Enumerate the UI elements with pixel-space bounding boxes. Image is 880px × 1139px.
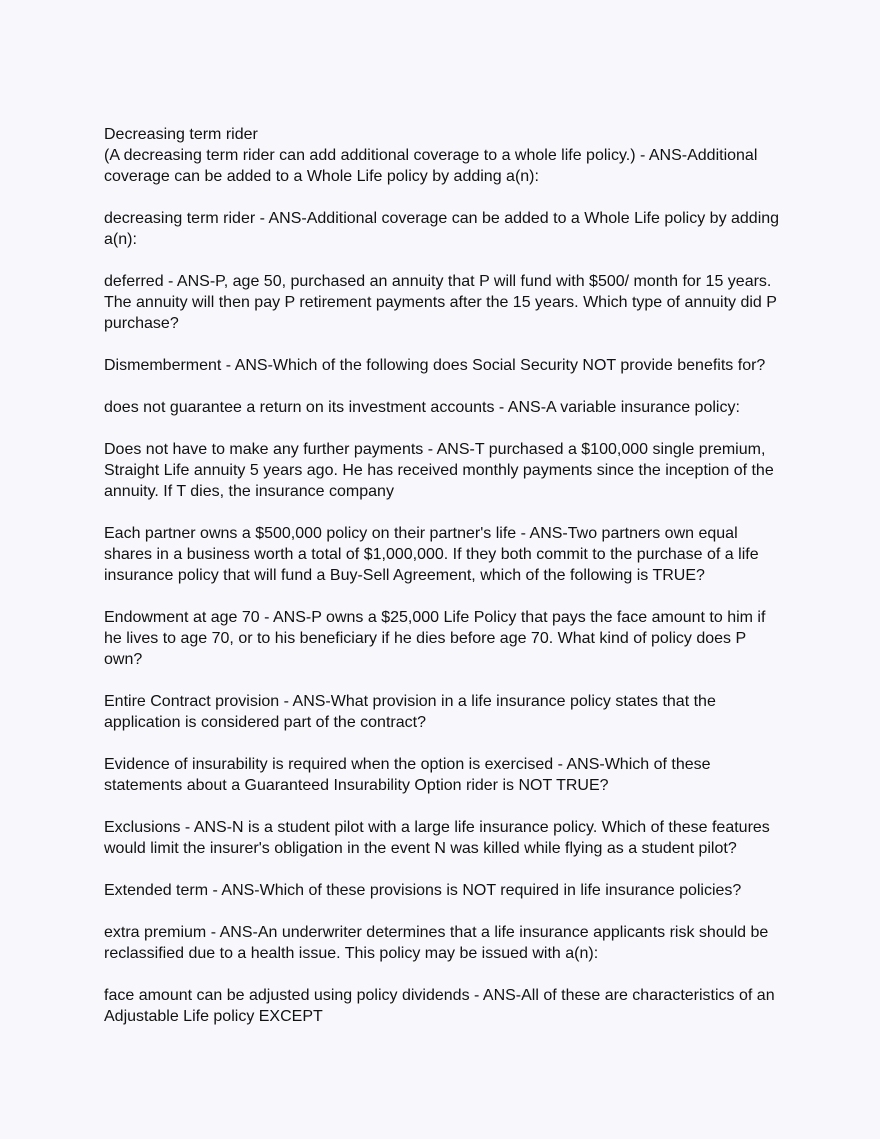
- entry-text-line: reclassified due to a health issue. This policy may be issued with a(n):: [104, 945, 599, 962]
- entry-text-line: Extended term - ANS-Which of these provisions is NOT required in life insurance policies?: [104, 882, 742, 899]
- qa-entry: [104, 922, 784, 964]
- entry-text-line: Does not have to make any further payments - ANS-T purchased a $100,000 single premium,: [104, 441, 766, 458]
- entry-text-line: Straight Life annuity 5 years ago. He has received monthly payments since the inception of the: [104, 462, 774, 479]
- entry-text-line: The annuity will then pay P retirement payments after the 15 years. Which type of annuity did P: [104, 294, 777, 311]
- qa-entry: [104, 124, 784, 187]
- entry-text-line: deferred - ANS-P, age 50, purchased an annuity that P will fund with $500/ month for 15 years.: [104, 273, 772, 290]
- entry-text-line: face amount can be adjusted using policy dividends - ANS-All of these are characteristics of an: [104, 987, 775, 1004]
- entry-text-line: Each partner owns a $500,000 policy on their partner's life - ANS-Two partners own equal: [104, 525, 738, 542]
- qa-entry: [104, 523, 784, 586]
- entry-text-line: application is considered part of the contract?: [104, 714, 426, 731]
- entry-text-line: does not guarantee a return on its investment accounts - ANS-A variable insurance policy:: [104, 399, 740, 416]
- entry-text-line: annuity. If T dies, the insurance company: [104, 483, 394, 500]
- qa-entry: [104, 439, 784, 502]
- qa-entry: [104, 397, 784, 418]
- entry-text-line: purchase?: [104, 315, 179, 332]
- qa-entry: [104, 355, 784, 376]
- qa-entry: [104, 754, 784, 796]
- entry-text-line: Evidence of insurability is required when the option is exercised - ANS-Which of these: [104, 756, 711, 773]
- entry-text-line: he lives to age 70, or to his beneficiary if he dies before age 70. What kind of policy does P: [104, 630, 747, 647]
- entry-text-line: a(n):: [104, 231, 137, 248]
- entry-text-line: decreasing term rider - ANS-Additional coverage can be added to a Whole Life policy by adding: [104, 210, 780, 227]
- entry-text-line: extra premium - ANS-An underwriter determines that a life insurance applicants risk should be: [104, 924, 769, 941]
- qa-entry: [104, 691, 784, 733]
- qa-entry: [104, 208, 784, 250]
- qa-entry: [104, 817, 784, 859]
- entry-text-line: Endowment at age 70 - ANS-P owns a $25,000 Life Policy that pays the face amount to him if: [104, 609, 766, 626]
- entry-text-line: shares in a business worth a total of $1,000,000. If they both commit to the purchase of a life: [104, 546, 759, 563]
- entry-text-line: (A decreasing term rider can add additional coverage to a whole life policy.) - ANS-Additional: [104, 147, 758, 164]
- entry-text-line: statements about a Guaranteed Insurability Option rider is NOT TRUE?: [104, 777, 609, 794]
- entry-text-line: Adjustable Life policy EXCEPT: [104, 1008, 323, 1025]
- entry-text-line: coverage can be added to a Whole Life policy by adding a(n):: [104, 168, 539, 185]
- entry-text-line: Exclusions - ANS-N is a student pilot with a large life insurance policy. Which of these features: [104, 819, 770, 836]
- entry-text-line: would limit the insurer's obligation in the event N was killed while flying as a student pilot?: [104, 840, 737, 857]
- document-body: [104, 124, 784, 1048]
- qa-entry: [104, 985, 784, 1027]
- qa-entry: [104, 271, 784, 334]
- qa-entry: [104, 607, 784, 670]
- entry-text-line: Dismemberment - ANS-Which of the following does Social Security NOT provide benefits for?: [104, 357, 766, 374]
- entry-text-line: insurance policy that will fund a Buy-Sell Agreement, which of the following is TRUE?: [104, 567, 705, 584]
- entry-text-line: Decreasing term rider: [104, 126, 258, 143]
- entry-text-line: own?: [104, 651, 143, 668]
- entry-text-line: Entire Contract provision - ANS-What provision in a life insurance policy states that the: [104, 693, 716, 710]
- qa-entry: [104, 880, 784, 901]
